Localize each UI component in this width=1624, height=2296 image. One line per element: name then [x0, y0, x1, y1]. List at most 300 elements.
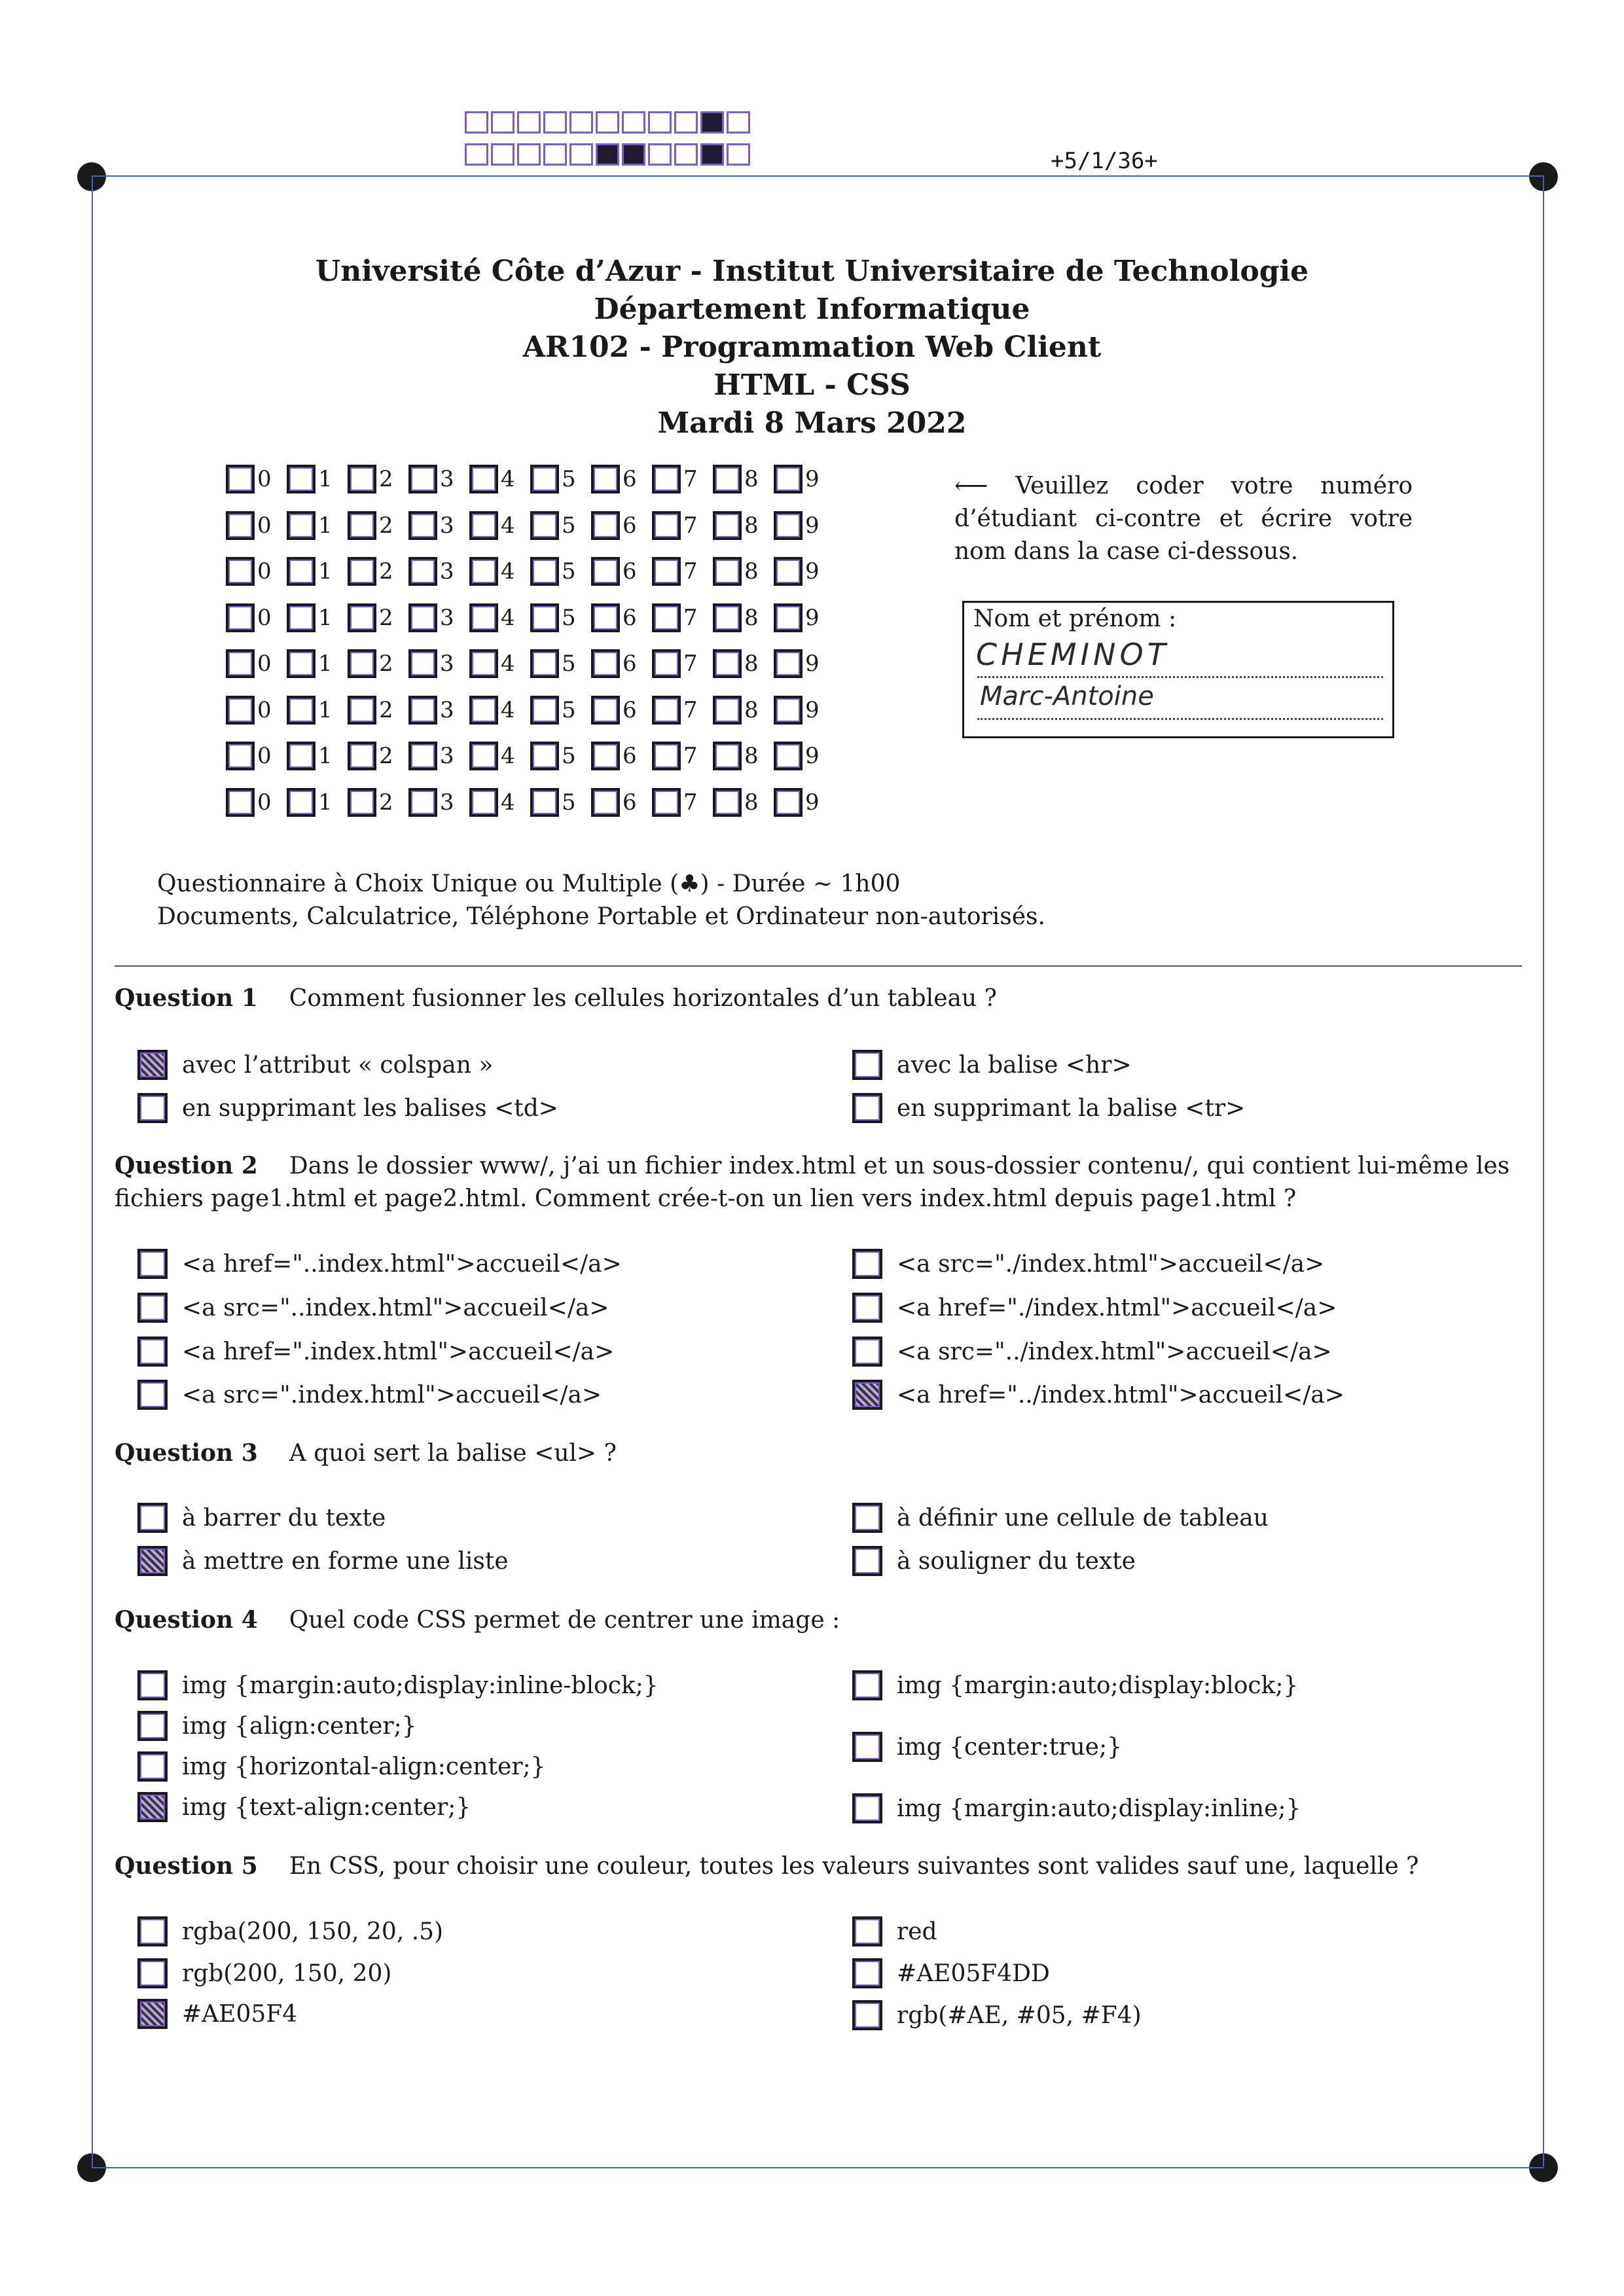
digit-checkbox[interactable] [652, 557, 681, 586]
digit-checkbox[interactable] [530, 511, 559, 540]
digit-checkbox[interactable] [287, 649, 316, 678]
code-cell [465, 111, 488, 134]
answer-checkbox[interactable] [137, 1293, 168, 1323]
digit-option[interactable] [348, 557, 408, 586]
digit-checkbox[interactable] [226, 742, 255, 770]
digit-option[interactable] [408, 696, 469, 725]
digit-option[interactable] [591, 557, 652, 586]
digit-checkbox[interactable] [287, 788, 316, 817]
digit-label: 8 [744, 466, 759, 492]
answer-label: <a href="../index.html">accueil</a> [897, 1381, 1344, 1408]
digit-label: 1 [318, 743, 333, 769]
digit-label: 3 [440, 696, 454, 723]
header-subject: HTML - CSS [713, 368, 911, 402]
answer-label: <a src="../index.html">accueil</a> [897, 1338, 1332, 1365]
digit-checkbox[interactable] [774, 557, 803, 586]
question-text: Dans le dossier www/, j’ai un fichier index.html et un sous-dossier contenu/, qui contient lui-même les fichiers page1.html et page2.html. Comment crée-t-on un lien vers index.html depuis page1.html ? [115, 1153, 1510, 1212]
digit-checkbox[interactable] [652, 742, 681, 770]
code-cell [648, 111, 672, 134]
digit-checkbox[interactable] [408, 603, 437, 632]
digit-option[interactable] [287, 511, 348, 540]
answer-option[interactable] [137, 1751, 546, 1782]
digit-checkbox[interactable] [591, 788, 620, 817]
digit-option[interactable] [652, 603, 713, 632]
digit-option[interactable] [652, 788, 713, 817]
answer-option[interactable] [137, 1249, 622, 1279]
digit-option[interactable] [591, 649, 652, 678]
answer-option[interactable] [137, 1792, 471, 1822]
digit-checkbox[interactable] [348, 696, 376, 725]
question-text: Comment fusionner les cellules horizontales d’un tableau ? [289, 985, 997, 1012]
digit-label: 4 [501, 651, 515, 677]
answer-label: en supprimant les balises <td> [182, 1094, 558, 1122]
answer-option[interactable] [137, 1093, 558, 1123]
digit-label: 8 [744, 604, 759, 631]
answer-checkbox[interactable] [137, 1380, 168, 1410]
digit-label: 1 [318, 696, 333, 723]
digit-checkbox[interactable] [774, 511, 803, 540]
question-number: Question 4 [115, 1606, 258, 1634]
digit-option[interactable] [591, 465, 652, 493]
answer-option[interactable] [852, 1249, 1324, 1279]
digit-option[interactable] [469, 557, 530, 586]
answer-label: <a src="./index.html">accueil</a> [897, 1250, 1325, 1278]
answer-option[interactable] [137, 1050, 493, 1080]
digit-option[interactable] [652, 511, 713, 540]
answer-checkbox[interactable] [137, 1249, 168, 1279]
digit-option[interactable] [469, 649, 530, 678]
digit-checkbox[interactable] [348, 649, 376, 678]
digit-checkbox[interactable] [774, 603, 803, 632]
digit-checkbox[interactable] [348, 603, 376, 632]
digit-option[interactable] [469, 511, 530, 540]
digit-option[interactable] [287, 696, 348, 725]
digit-checkbox[interactable] [652, 511, 681, 540]
answer-checkbox[interactable] [137, 1336, 168, 1367]
digit-option[interactable] [226, 603, 287, 632]
answer-option[interactable] [852, 1958, 1050, 1988]
digit-label: 2 [379, 743, 393, 769]
answer-option[interactable] [852, 1380, 1344, 1410]
answer-checkbox[interactable] [137, 1916, 168, 1946]
digit-checkbox[interactable] [287, 557, 316, 586]
digit-option[interactable] [774, 603, 835, 632]
digit-checkbox[interactable] [408, 696, 437, 725]
digit-label: 4 [501, 604, 515, 631]
digit-checkbox[interactable] [408, 557, 437, 586]
answer-option[interactable] [137, 1670, 659, 1700]
answer-label: avec l’attribut « colspan » [182, 1051, 494, 1079]
answer-checkbox[interactable] [852, 1050, 882, 1080]
page-code-row-1 [465, 111, 753, 134]
digit-label: 3 [440, 558, 454, 584]
answer-label: img {text-align:center;} [182, 1793, 471, 1821]
digit-checkbox[interactable] [408, 465, 437, 493]
answer-option[interactable] [137, 1380, 602, 1410]
answer-option[interactable] [852, 1916, 937, 1946]
digit-label: 0 [257, 651, 272, 677]
digit-checkbox[interactable] [530, 742, 559, 770]
digit-label: 9 [805, 743, 820, 769]
digit-checkbox[interactable] [713, 649, 742, 678]
digit-option[interactable] [774, 465, 835, 493]
digit-option[interactable] [713, 649, 774, 678]
digit-option[interactable] [408, 649, 469, 678]
code-cell [648, 143, 672, 166]
digit-option[interactable] [713, 696, 774, 725]
answer-checkbox[interactable] [137, 1546, 168, 1576]
code-cell [569, 143, 593, 166]
student-number-row [226, 557, 835, 603]
answer-option[interactable] [852, 1293, 1337, 1323]
digit-label: 6 [623, 651, 637, 677]
digit-checkbox[interactable] [408, 649, 437, 678]
digit-label: 9 [805, 696, 820, 723]
digit-option[interactable] [469, 603, 530, 632]
answer-checkbox[interactable] [852, 1249, 882, 1279]
digit-checkbox[interactable] [713, 742, 742, 770]
digit-checkbox[interactable] [713, 511, 742, 540]
answer-checkbox[interactable] [137, 1670, 168, 1700]
digit-option[interactable] [713, 788, 774, 817]
digit-label: 9 [805, 466, 820, 492]
header-course: AR102 - Programmation Web Client [522, 331, 1102, 364]
answer-checkbox[interactable] [852, 1546, 882, 1576]
digit-checkbox[interactable] [713, 603, 742, 632]
answer-option[interactable] [137, 1711, 417, 1741]
digit-checkbox[interactable] [774, 696, 803, 725]
digit-option[interactable] [408, 788, 469, 817]
digit-checkbox[interactable] [713, 557, 742, 586]
digit-checkbox[interactable] [591, 603, 620, 632]
answer-option[interactable] [137, 1999, 297, 2029]
question-2 [115, 1149, 1522, 1215]
header-date: Mardi 8 Mars 2022 [657, 406, 967, 440]
answer-option[interactable] [852, 1670, 1298, 1700]
digit-checkbox[interactable] [530, 649, 559, 678]
frame-bottom [92, 2167, 1543, 2168]
digit-option[interactable] [591, 696, 652, 725]
answer-label: <a src=".index.html">accueil</a> [182, 1381, 602, 1408]
digit-checkbox[interactable] [530, 465, 559, 493]
digit-option[interactable] [774, 742, 835, 770]
answer-checkbox[interactable] [137, 1792, 168, 1822]
digit-label: 2 [379, 558, 393, 584]
answer-label: rgb(200, 150, 20) [182, 1960, 392, 1987]
digit-label: 0 [257, 743, 272, 769]
digit-label: 6 [623, 466, 637, 492]
digit-option[interactable] [408, 603, 469, 632]
digit-label: 2 [379, 651, 393, 677]
name-box[interactable] [962, 601, 1394, 738]
digit-checkbox[interactable] [591, 742, 620, 770]
answer-checkbox[interactable] [137, 1093, 168, 1123]
digit-checkbox[interactable] [287, 696, 316, 725]
answer-checkbox[interactable] [137, 1999, 168, 2029]
digit-checkbox[interactable] [226, 465, 255, 493]
digit-option[interactable] [469, 465, 530, 493]
digit-label: 2 [379, 696, 393, 723]
digit-checkbox[interactable] [287, 465, 316, 493]
digit-checkbox[interactable] [469, 649, 498, 678]
digit-option[interactable] [530, 603, 591, 632]
digit-option[interactable] [226, 742, 287, 770]
digit-option[interactable] [591, 511, 652, 540]
digit-option[interactable] [348, 742, 408, 770]
digit-label: 4 [501, 743, 515, 769]
handwritten-lastname: CHEMINOT [976, 637, 1170, 672]
digit-option[interactable] [408, 511, 469, 540]
digit-checkbox[interactable] [469, 603, 498, 632]
code-cell [700, 111, 724, 134]
answer-option[interactable] [852, 1093, 1245, 1123]
digit-checkbox[interactable] [530, 788, 559, 817]
digit-option[interactable] [226, 696, 287, 725]
digit-checkbox[interactable] [652, 788, 681, 817]
digit-label: 9 [805, 604, 820, 631]
digit-option[interactable] [713, 557, 774, 586]
digit-option[interactable] [348, 603, 408, 632]
digit-option[interactable] [469, 696, 530, 725]
answer-checkbox[interactable] [852, 2000, 882, 2030]
digit-label: 6 [623, 558, 637, 584]
digit-option[interactable] [530, 788, 591, 817]
answer-checkbox[interactable] [137, 1503, 168, 1533]
digit-option[interactable] [348, 649, 408, 678]
digit-option[interactable] [774, 511, 835, 540]
digit-option[interactable] [530, 511, 591, 540]
digit-label: 7 [683, 466, 698, 492]
question-text: En CSS, pour choisir une couleur, toutes les valeurs suivantes sont valides sauf une, laquelle ? [289, 1853, 1419, 1880]
digit-option[interactable] [713, 465, 774, 493]
answer-checkbox[interactable] [137, 1711, 168, 1741]
digit-label: 0 [257, 604, 272, 631]
digit-label: 8 [744, 696, 759, 723]
digit-option[interactable] [530, 557, 591, 586]
digit-checkbox[interactable] [652, 603, 681, 632]
digit-checkbox[interactable] [652, 649, 681, 678]
digit-checkbox[interactable] [226, 788, 255, 817]
question-3 [115, 1437, 1522, 1470]
answer-option[interactable] [137, 1503, 386, 1533]
answer-checkbox[interactable] [852, 1093, 882, 1123]
digit-checkbox[interactable] [408, 788, 437, 817]
digit-option[interactable] [652, 649, 713, 678]
digit-checkbox[interactable] [469, 696, 498, 725]
digit-option[interactable] [348, 465, 408, 493]
answer-option[interactable] [137, 1916, 443, 1946]
digit-checkbox[interactable] [287, 511, 316, 540]
separator-line [115, 965, 1522, 967]
answer-option[interactable] [137, 1546, 509, 1576]
digit-checkbox[interactable] [226, 696, 255, 725]
digit-checkbox[interactable] [713, 696, 742, 725]
answer-option[interactable] [852, 2000, 1142, 2030]
digit-option[interactable] [652, 465, 713, 493]
digit-option[interactable] [530, 742, 591, 770]
digit-option[interactable] [713, 511, 774, 540]
digit-option[interactable] [408, 465, 469, 493]
digit-label: 4 [501, 466, 515, 492]
digit-checkbox[interactable] [652, 696, 681, 725]
answer-label: img {center:true;} [897, 1733, 1123, 1761]
digit-option[interactable] [348, 788, 408, 817]
digit-option[interactable] [530, 465, 591, 493]
digit-checkbox[interactable] [469, 742, 498, 770]
answer-checkbox[interactable] [137, 1751, 168, 1782]
digit-option[interactable] [652, 696, 713, 725]
digit-option[interactable] [348, 511, 408, 540]
answer-option[interactable] [852, 1793, 1301, 1823]
digit-option[interactable] [652, 557, 713, 586]
digit-option[interactable] [652, 742, 713, 770]
digit-checkbox[interactable] [469, 788, 498, 817]
digit-checkbox[interactable] [287, 603, 316, 632]
digit-checkbox[interactable] [226, 649, 255, 678]
answer-checkbox[interactable] [852, 1793, 882, 1823]
digit-option[interactable] [287, 649, 348, 678]
answer-checkbox[interactable] [137, 1050, 168, 1080]
code-cell [596, 143, 619, 166]
digit-checkbox[interactable] [774, 465, 803, 493]
digit-option[interactable] [287, 788, 348, 817]
digit-checkbox[interactable] [530, 603, 559, 632]
answer-label: à barrer du texte [182, 1504, 386, 1532]
digit-label: 8 [744, 789, 759, 816]
digit-label: 3 [440, 743, 454, 769]
digit-option[interactable] [287, 465, 348, 493]
digit-option[interactable] [226, 465, 287, 493]
digit-option[interactable] [226, 511, 287, 540]
digit-option[interactable] [226, 788, 287, 817]
answer-checkbox[interactable] [852, 1732, 882, 1762]
digit-option[interactable] [591, 788, 652, 817]
digit-option[interactable] [713, 603, 774, 632]
exam-info-format: Questionnaire à Choix Unique ou Multiple (♣) - Durée ∼ 1h00 [157, 870, 901, 897]
answer-option[interactable] [137, 1293, 609, 1323]
digit-checkbox[interactable] [408, 742, 437, 770]
student-number-row [226, 603, 835, 650]
answer-checkbox[interactable] [852, 1503, 882, 1533]
digit-checkbox[interactable] [530, 696, 559, 725]
digit-checkbox[interactable] [530, 557, 559, 586]
student-number-row [226, 511, 835, 558]
question-1 [115, 982, 1522, 1015]
answer-option[interactable] [852, 1050, 1132, 1080]
digit-label: 2 [379, 604, 393, 631]
answer-checkbox[interactable] [852, 1380, 882, 1410]
digit-option[interactable] [226, 557, 287, 586]
digit-option[interactable] [226, 649, 287, 678]
digit-checkbox[interactable] [348, 511, 376, 540]
answer-checkbox[interactable] [852, 1916, 882, 1946]
digit-checkbox[interactable] [348, 742, 376, 770]
answer-checkbox[interactable] [852, 1293, 882, 1323]
digit-checkbox[interactable] [713, 788, 742, 817]
digit-checkbox[interactable] [652, 465, 681, 493]
answer-label: rgb(#AE, #05, #F4) [897, 2001, 1142, 2029]
answer-option[interactable] [852, 1546, 1136, 1576]
digit-option[interactable] [287, 742, 348, 770]
exam-header [0, 253, 1624, 442]
digit-option[interactable] [287, 557, 348, 586]
answer-option[interactable] [852, 1503, 1269, 1533]
digit-checkbox[interactable] [348, 557, 376, 586]
digit-label: 8 [744, 743, 759, 769]
digit-option[interactable] [774, 788, 835, 817]
answer-option[interactable] [137, 1336, 614, 1367]
digit-option[interactable] [591, 603, 652, 632]
answer-checkbox[interactable] [852, 1670, 882, 1700]
answer-option[interactable] [852, 1732, 1122, 1762]
digit-checkbox[interactable] [774, 788, 803, 817]
answer-option[interactable] [137, 1958, 391, 1988]
page-code-label: +5/1/36+ [1051, 148, 1158, 174]
digit-checkbox[interactable] [591, 557, 620, 586]
digit-checkbox[interactable] [226, 557, 255, 586]
digit-checkbox[interactable] [774, 742, 803, 770]
answer-option[interactable] [852, 1336, 1332, 1367]
digit-checkbox[interactable] [408, 511, 437, 540]
digit-checkbox[interactable] [591, 511, 620, 540]
digit-option[interactable] [774, 696, 835, 725]
code-cell [674, 111, 698, 134]
code-cell [543, 143, 567, 166]
digit-checkbox[interactable] [226, 603, 255, 632]
digit-label: 7 [683, 558, 698, 584]
digit-option[interactable] [530, 649, 591, 678]
digit-checkbox[interactable] [287, 742, 316, 770]
digit-checkbox[interactable] [469, 557, 498, 586]
digit-checkbox[interactable] [226, 511, 255, 540]
digit-checkbox[interactable] [591, 465, 620, 493]
handwritten-firstname: Marc-Antoine [980, 681, 1154, 711]
digit-option[interactable] [348, 696, 408, 725]
digit-checkbox[interactable] [591, 696, 620, 725]
digit-checkbox[interactable] [348, 788, 376, 817]
digit-label: 3 [440, 466, 454, 492]
code-cell [491, 143, 514, 166]
digit-option[interactable] [469, 742, 530, 770]
digit-label: 0 [257, 512, 272, 539]
digit-checkbox[interactable] [591, 649, 620, 678]
digit-option[interactable] [591, 742, 652, 770]
answer-checkbox[interactable] [137, 1958, 168, 1988]
code-cell [517, 111, 541, 134]
code-cell [569, 111, 593, 134]
digit-label: 4 [501, 789, 515, 816]
digit-label: 1 [318, 466, 333, 492]
digit-checkbox[interactable] [713, 465, 742, 493]
digit-option[interactable] [408, 557, 469, 586]
digit-checkbox[interactable] [348, 465, 376, 493]
answer-checkbox[interactable] [852, 1958, 882, 1988]
digit-label: 6 [623, 789, 637, 816]
digit-option[interactable] [469, 788, 530, 817]
digit-label: 1 [318, 512, 333, 539]
digit-option[interactable] [713, 742, 774, 770]
digit-option[interactable] [408, 742, 469, 770]
answer-checkbox[interactable] [852, 1336, 882, 1367]
digit-option[interactable] [774, 557, 835, 586]
digit-checkbox[interactable] [774, 649, 803, 678]
digit-option[interactable] [530, 696, 591, 725]
digit-checkbox[interactable] [469, 511, 498, 540]
digit-option[interactable] [774, 649, 835, 678]
digit-label: 4 [501, 512, 515, 539]
digit-option[interactable] [287, 603, 348, 632]
digit-checkbox[interactable] [469, 465, 498, 493]
